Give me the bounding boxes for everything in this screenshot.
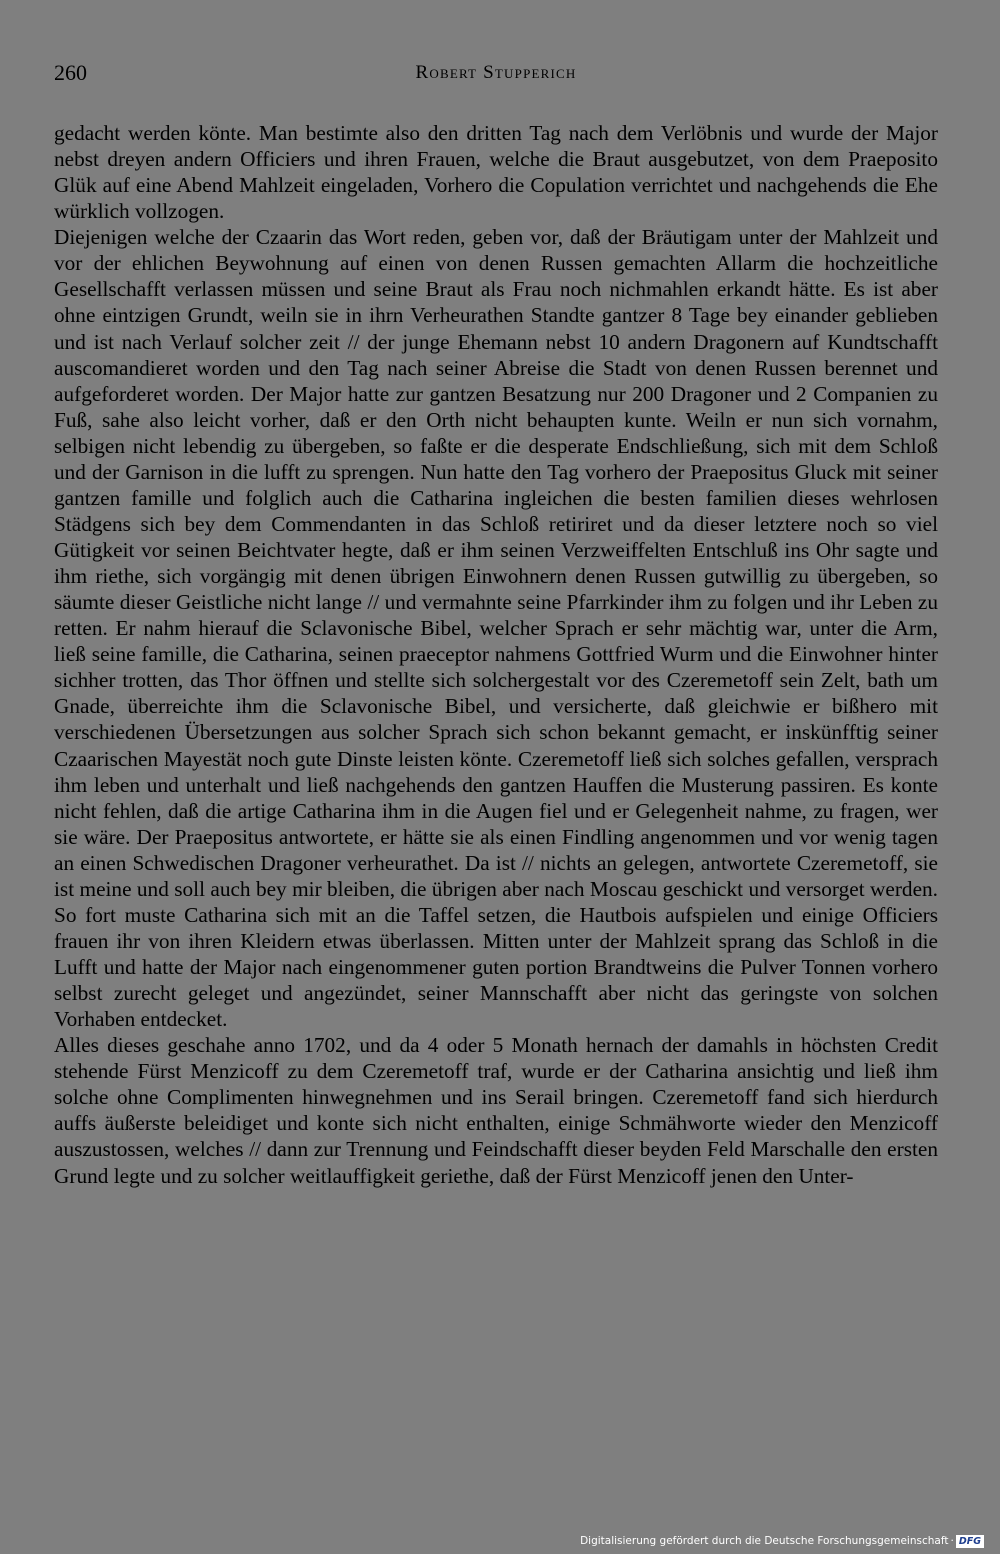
paragraph-1: gedacht werden könte. Man bestimte also den dritten Tag nach dem Verlöbnis und wurde der Major nebst dreyen andern Officiers und ihren Frauen, welche die Braut ausgebutzet, von dem Praeposito Glük auf eine Abend Mahlzeit eingeladen, Vorhero die Copulation verrichtet und nachgehends die Ehe würklich vollzogen. [54,121,938,224]
digitization-footer [580,1534,984,1548]
page-number: 260 [54,60,87,85]
dfg-logo: DFG [956,1535,984,1548]
page-header [54,58,938,92]
running-head: Robert Stupperich [415,62,577,83]
footer-credit: Digitalisierung gefördert durch die Deutsche Forschungsgemeinschaft [580,1535,949,1547]
body-text [54,120,938,1189]
paragraph-2: Diejenigen welche der Czaarin das Wort reden, geben vor, daß der Bräutigam unter der Mahlzeit und vor der ehlichen Beywohnung auf einen von denen Russen gemachten Allarm die hochzeitliche Gesellschafft verlassen müssen und seine Braut als Frau noch nichmahlen erkandt hätte. Es ist aber ohne eintzigen Grundt, weiln sie in ihrn Verheurathen Standte gantzer 8 Tage bey einander geblieben und ist nach Verlauf solcher zeit // der junge Ehemann nebst 10 andern Dragonern auf Kundtschafft auscomandieret worden und den Tag nach seiner Abreise die Stadt von denen Russen berennet und aufgeforderet worden. Der Major hatte zur gantzen Besatzung nur 200 Dragoner und 2 Companien zu Fuß, sahe also leicht vorher, daß er den Orth nicht behaupten kunte. Weiln er nun sich vornahm, selbigen nicht lebendig zu übergeben, so faßte er die desperate Endschließung, sich mit dem Schloß und der Garnison in die lufft zu sprengen. Nun hatte den Tag vorhero der Praepositus Gluck mit seiner gantzen famille und folglich auch die Catharina ingleichen die besten familien dieses wehrlosen Städgens sich bey dem Commendanten in das Schloß retiriret und da dieser letztere noch so viel Gütigkeit vor seinen Beichtvater hegte, daß er ihm seinen Verzweiffelten Entschluß ins Ohr sagte und ihm riethe, sich vorgängig mit denen übrigen Einwohnern denen Russen gutwillig zu übergeben, so säumte dieser Geistliche nicht lange // und vermahnte seine Pfarrkinder ihm zu folgen und ihr Leben zu retten. Er nahm hierauf die Sclavonische Bibel, welcher Sprach er sehr mächtig war, unter die Arm, ließ seine famille, die Catharina, seinen praeceptor nahmens Gottfried Wurm und die Einwohner hinter sichher trotten, das Thor öffnen und stellte sich solchergestalt vor des Czeremetoff sein Zelt, bath um Gnade, überreichte ihm die Sclavonische Bibel, und versicherte, daß gleichwie er bißhero mit verschiedenen Übersetzungen aus solcher Sprach sich schon bekannt gemacht, er inskünfftig seiner Czaarischen Mayestät noch gute Dinste leisten könte. Czeremetoff ließ sich solches gefallen, versprach ihm leben und unterhalt und ließ nachgehends den gantzen Hauffen die Musterung passiren. Es konte nicht fehlen, daß die artige Catharina ihm in die Augen fiel und er Gelegenheit nahme, zu fragen, wer sie wäre. Der Praepositus antwortete, er hätte sie als einen Findling angenommen und vor wenig tagen an einen Schwedischen Dragoner verheurathet. Da ist // nichts an gelegen, antwortete Czeremetoff, sie ist meine und soll auch bey mir bleiben, die übrigen aber nach Moscau geschickt und versorget werden. So fort muste Catharina sich mit an die Taffel setzen, die Hautbois aufspielen und einige Officiers frauen ihr von ihren Kleidern etwas überlassen. Mitten unter der Mahlzeit sprang das Schloß in die Lufft und hatte der Major nach eingenommener guten portion Brandtweins die Pulver Tonnen vorhero selbst zurecht geleget und angezündet, seiner Mannschafft aber nicht das geringste von solchen Vorhaben entdecket. [54,225,938,1032]
footer-separator: · [950,1535,954,1547]
paragraph-3: Alles dieses geschahe anno 1702, und da 4 oder 5 Monath hernach der damahls in höchsten Credit stehende Fürst Menzicoff zu dem Czeremetoff traf, wurde er der Catharina ansichtig und ließ ihm solche ohne Complimenten hinwegnehmen und ins Serail bringen. Czeremetoff fand sich hierdurch auffs äußerste beleidiget und konte sich nicht enthalten, einige Schmähworte wieder den Menzicoff auszustossen, welches // dann zur Trennung und Feindschafft dieser beyden Feld Marschalle den ersten Grund legte und zu solcher weitlauffigkeit geriethe, daß der Fürst Menzicoff jenen den Unter- [54,1033,938,1188]
